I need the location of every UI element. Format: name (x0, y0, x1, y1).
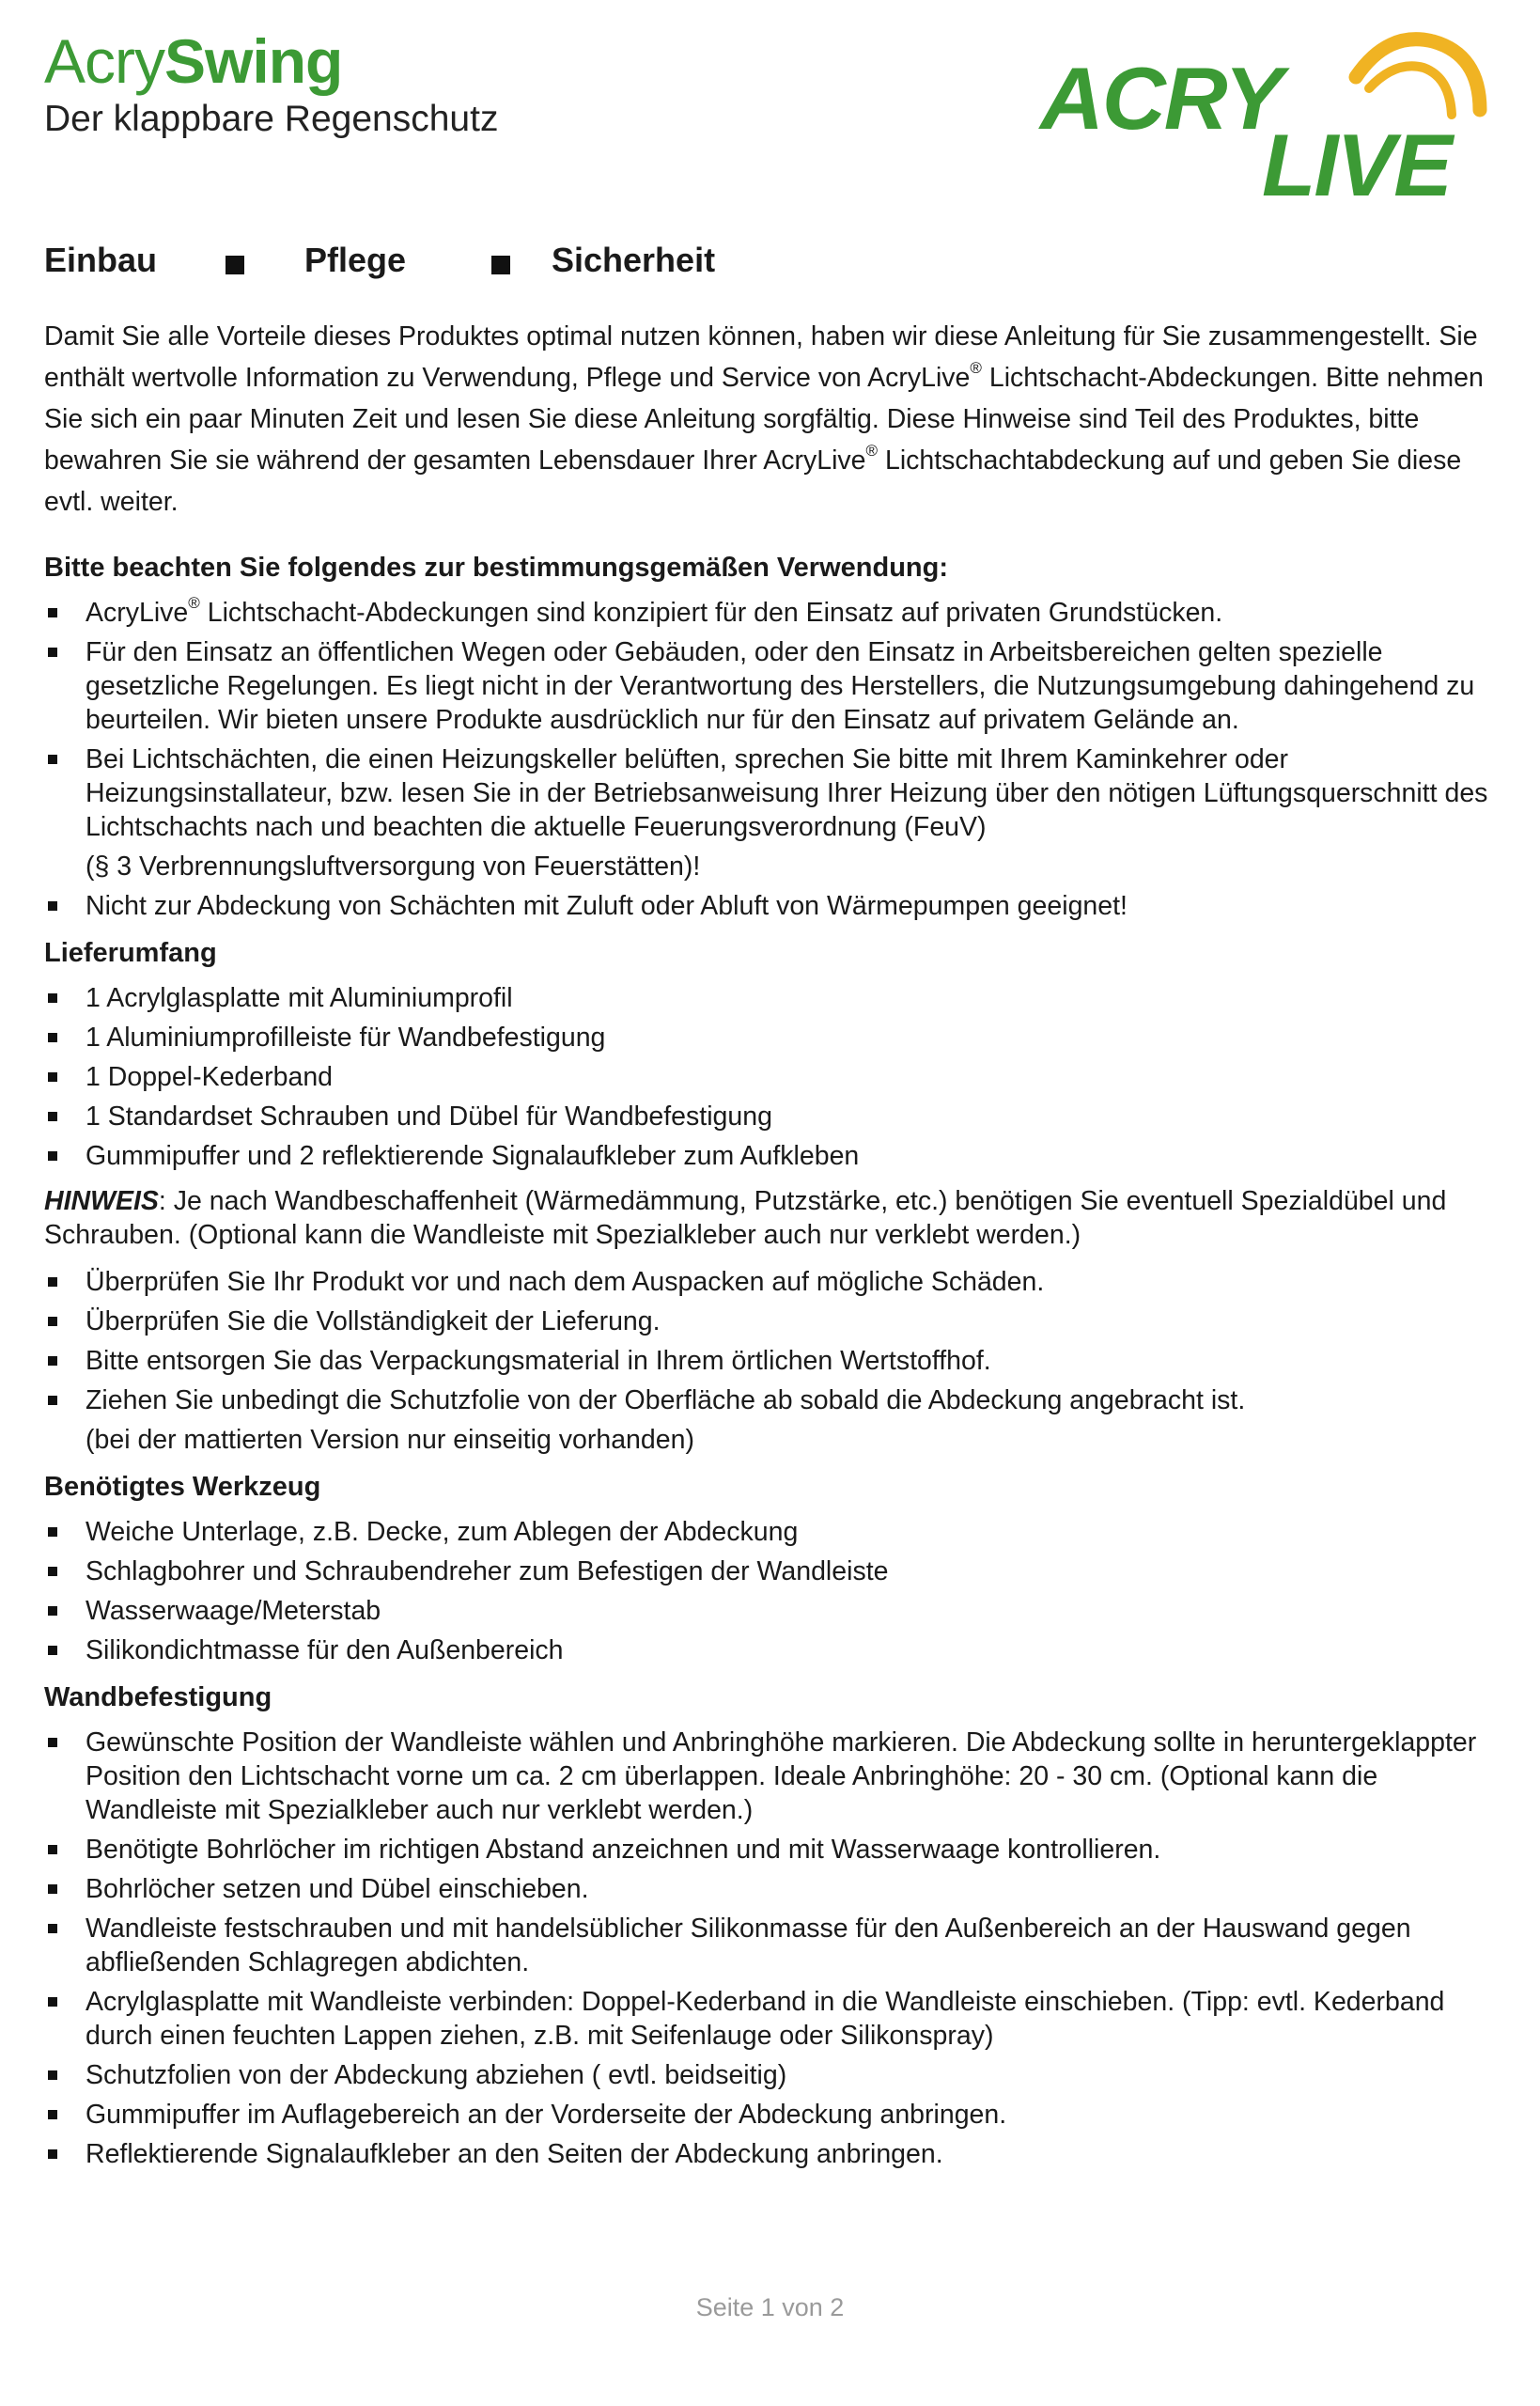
logo-arc-inner (1369, 66, 1452, 115)
usage-item-3-continuation: (§ 3 Verbrennungsluftversorgung von Feuerstätten)! (86, 851, 701, 882)
logo-arc-outer (1356, 39, 1480, 110)
registered-mark: ® (970, 359, 982, 377)
page-number: Seite 1 von 2 (695, 2293, 845, 2321)
list-item (44, 742, 1496, 883)
product-name-bold: Swing (164, 26, 343, 96)
hint-text: : Je nach Wandbeschaffenheit (Wärmedämmung, Putzstärke, etc.) benötigen Sie eventuell Spezialdübel und Schrauben. (Optional kann die Wandleiste mit Spezialkleber auch nur verklebt werden.) (44, 1186, 1447, 1250)
list-item: 1 Doppel-Kederband (44, 1060, 1496, 1094)
usage-item-1-brand: AcryLive (86, 598, 189, 628)
list-item: 1 Standardset Schrauben und Dübel für Wandbefestigung (44, 1100, 1496, 1133)
square-bullet-icon (226, 256, 244, 274)
document-body (44, 316, 1496, 2182)
list-item (44, 1383, 1496, 1457)
list-item: Schutzfolien von der Abdeckung abziehen ( evtl. beidseitig) (44, 2058, 1496, 2092)
list-item: Für den Einsatz an öffentlichen Wegen oder Gebäuden, oder den Einsatz in Arbeitsbereichen gelten spezielle gesetzliche Regelungen. Es liegt nicht in der Verantwortung des Herstellers, die Nutzungsumgebung dahingehend zu beurteilen. Wir bieten unsere Produkte ausdrücklich nur für den Einsatz auf privatem Gelände an. (44, 635, 1496, 737)
hint-label: HINWEIS (44, 1186, 159, 1216)
intro-paragraph (44, 316, 1496, 523)
check-item-4-continuation: (bei der mattierten Version nur einseitig vorhanden) (86, 1425, 694, 1455)
nav-item-pflege: Pflege (304, 241, 407, 279)
product-subtitle: Der klappbare Regenschutz (44, 99, 499, 139)
list-item: Bitte entsorgen Sie das Verpackungsmaterial in Ihrem örtlichen Wertstoffhof. (44, 1344, 1496, 1378)
mounting-heading: Wandbefestigung (44, 1682, 272, 1712)
list-item: Gummipuffer und 2 reflektierende Signalaufkleber zum Aufkleben (44, 1139, 1496, 1173)
list-item: Acrylglasplatte mit Wandleiste verbinden: Doppel-Kederband in die Wandleiste einschieben. (Tipp: evtl. Kederband durch einen feuchten Lappen ziehen, z.B. mit Seifenlauge oder Silikonspray) (44, 1985, 1496, 2053)
intro-text-1: Damit Sie alle Vorteile dieses Produktes optimal nutzen können, haben wir diese Anleitung für Sie zusammengestellt. Sie enthält wertvolle Information zu Verwendung, Pflege und Service von AcryLive (44, 321, 1478, 393)
brand-header (44, 26, 498, 141)
list-item: Benötigte Bohrlöcher im richtigen Abstand anzeichnen und mit Wasserwaage kontrollieren. (44, 1833, 1496, 1867)
list-item: Gummipuffer im Auflagebereich an der Vorderseite der Abdeckung anbringen. (44, 2098, 1496, 2132)
registered-mark: ® (865, 442, 879, 460)
usage-item-3-text: Bei Lichtschächten, die einen Heizungskeller belüften, sprechen Sie bitte mit Ihrem Kaminkehrer oder Heizungsinstallateur, bzw. lesen Sie in der Betriebsanweisung Ihrer Heizung über den nötigen Lüftungsquerschnitt des Lichtschachts nach und beachten die aktuelle Feuerungsverordnung (FeuV) (86, 744, 1488, 842)
list-item: Weiche Unterlage, z.B. Decke, zum Ablegen der Abdeckung (44, 1515, 1496, 1549)
nav-item-sicherheit: Sicherheit (552, 241, 716, 279)
logo-text-live: LIVE (1262, 116, 1451, 204)
tools-heading: Benötigtes Werkzeug (44, 1472, 321, 1502)
usage-item-1-text: Lichtschacht-Abdeckungen sind konzipiert für den Einsatz auf privaten Grundstücken. (199, 598, 1223, 628)
usage-list (44, 596, 1496, 923)
list-item: Überprüfen Sie die Vollständigkeit der Lieferung. (44, 1305, 1496, 1338)
tools-list (44, 1515, 1496, 1667)
product-name-light: Acry (44, 26, 164, 96)
list-item: Reflektierende Signalaufkleber an den Seiten der Abdeckung anbringen. (44, 2137, 1496, 2171)
check-item-4-text: Ziehen Sie unbedingt die Schutzfolie von der Oberfläche ab sobald die Abdeckung angebracht ist. (86, 1385, 1246, 1415)
registered-mark: ® (188, 594, 200, 612)
list-item: Überprüfen Sie Ihr Produkt vor und nach dem Auspacken auf mögliche Schäden. (44, 1265, 1496, 1299)
intro-text-2: Lichtschacht-Abdeckungen. Bitte nehmen Sie sich ein paar Minuten Zeit und lesen Sie diese Anleitung sorgfältig. Diese Hinweise sind Teil des Produktes, bitte bewahren Sie sie während der gesamten Lebensdauer Ihrer AcryLive (44, 363, 1484, 476)
hint-paragraph (44, 1184, 1496, 1252)
nav-item-einbau: Einbau (44, 241, 158, 279)
list-item: 1 Acrylglasplatte mit Aluminiumprofil (44, 981, 1496, 1015)
square-bullet-icon (491, 256, 510, 274)
usage-heading: Bitte beachten Sie folgendes zur bestimmungsgemäßen Verwendung: (44, 553, 948, 583)
mounting-list (44, 1726, 1496, 2171)
list-item: Wandleiste festschrauben und mit handelsüblicher Silikonmasse für den Außenbereich an der Hauswand gegen abfließenden Schlagregen abdichten. (44, 1912, 1496, 1979)
list-item: 1 Aluminiumprofilleiste für Wandbefestigung (44, 1021, 1496, 1055)
intro-text-3: Lichtschachtabdeckung auf und geben Sie diese evtl. weiter. (44, 445, 1462, 517)
check-list (44, 1265, 1496, 1457)
delivery-list (44, 981, 1496, 1173)
delivery-heading: Lieferumfang (44, 938, 217, 968)
list-item: Nicht zur Abdeckung von Schächten mit Zuluft oder Abluft von Wärmepumpen geeignet! (44, 889, 1496, 923)
list-item: Gewünschte Position der Wandleiste wählen und Anbringhöhe markieren. Die Abdeckung sollte in heruntergeklappter Position den Lichtschacht vorne um ca. 2 cm überlappen. Ideale Anbringhöhe: 20 - 30 cm. (Optional kann die Wandleiste mit Spezialkleber auch nur verklebt werden.) (44, 1726, 1496, 1827)
list-item: Bohrlöcher setzen und Dübel einschieben. (44, 1872, 1496, 1906)
list-item: Silikondichtmasse für den Außenbereich (44, 1633, 1496, 1667)
product-name (44, 26, 498, 96)
list-item: Wasserwaage/Meterstab (44, 1594, 1496, 1628)
list-item (44, 596, 1496, 630)
acrylive-logo (1038, 21, 1508, 204)
list-item: Schlagbohrer und Schraubendreher zum Befestigen der Wandleiste (44, 1555, 1496, 1588)
logo-text-acry: ACRY (1040, 49, 1282, 148)
